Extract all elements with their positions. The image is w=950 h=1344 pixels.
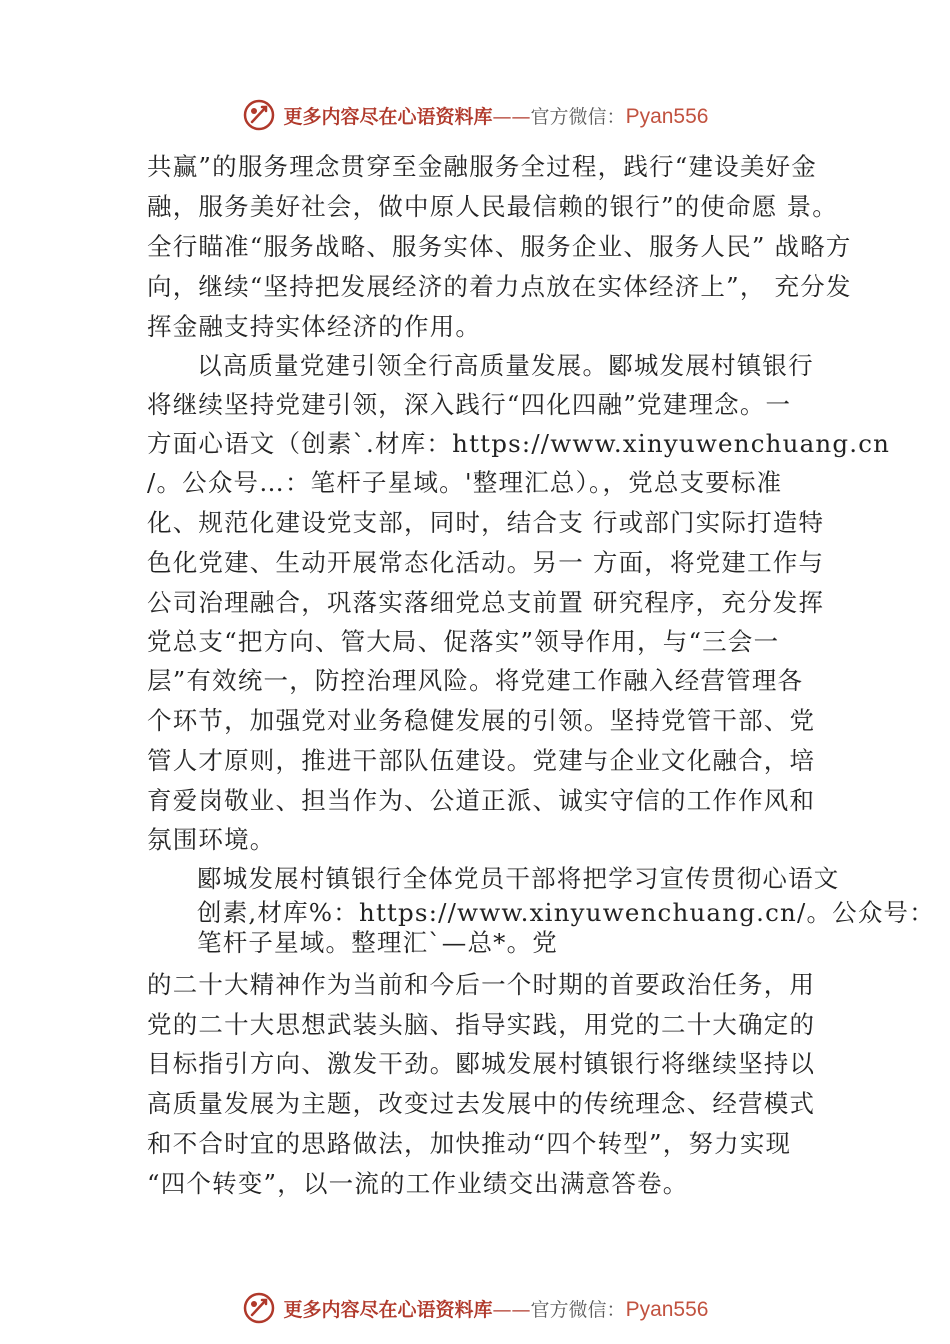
text-line: 向，继续“坚持把发展经济的着力点放在实体经济上”， 充分发 (147, 272, 852, 301)
text-line: 挥金融支持实体经济的作用。 (147, 312, 482, 341)
footer-brand: 更多内容尽在心语资料库 (283, 1298, 493, 1321)
brand-logo-icon (242, 1291, 276, 1325)
text-line: 将继续坚持党建引领，深入践行“四化四融”党建理念。一 (147, 390, 792, 419)
footer-text (284, 1295, 709, 1322)
footer-dash: —— (492, 1298, 531, 1321)
text-line: 色化党建、生动开展常态化活动。另一 方面，将党建工作与 (147, 548, 825, 577)
header-dash: —— (492, 105, 531, 128)
header-brand: 更多内容尽在心语资料库 (283, 105, 493, 128)
footer-banner (0, 1286, 950, 1330)
text-line: 创素,材库%：https://www.xinyuwenchuang.cn/。公众号： (197, 898, 935, 927)
text-line: 个环节，加强党对业务稳健发展的引领。坚持党管干部、党 (147, 706, 816, 735)
text-line: “四个转变”，以一流的工作业绩交出满意答卷。 (147, 1169, 689, 1198)
text-line: 层”有效统一，防控治理风险。将党建工作融入经营管理各 (147, 666, 804, 695)
text-line: 融，服务美好社会，做中原人民最信赖的银行”的使命愿 景。 (147, 192, 838, 221)
text-line: 氛围环境。 (147, 825, 276, 854)
header-label: 官方微信： (530, 105, 626, 128)
text-line: 郾城发展村镇银行全体党员干部将把学习宣传贯彻心语文 (197, 864, 840, 893)
text-line: 笔杆子星域。整理汇`—总*。党 (197, 928, 558, 957)
text-line: 和不合时宜的思路做法，加快推动“四个转型”，努力实现 (147, 1129, 792, 1158)
footer-label: 官方微信： (530, 1298, 626, 1321)
text-line: 高质量发展为主题，改变过去发展中的传统理念、经营模式 (147, 1089, 816, 1118)
text-line: 党总支“把方向、管大局、促落实”领导作用，与“三会一 (147, 627, 780, 656)
text-line: 全行瞄准“服务战略、服务实体、服务企业、服务人民” 战略方 (147, 232, 852, 261)
text-line: 党的二十大思想武装头脑、指导实践，用党的二十大确定的 (147, 1010, 816, 1039)
header-account: Pyan556 (625, 104, 709, 128)
text-line: 以高质量党建引领全行高质量发展。郾城发展村镇银行 (197, 351, 814, 380)
footer-account: Pyan556 (625, 1297, 709, 1321)
text-line: 公司治理融合，巩落实落细党总支前置 研究程序，充分发挥 (147, 588, 825, 617)
text-line: 的二十大精神作为当前和今后一个时期的首要政治任务，用 (147, 970, 816, 999)
text-line: 育爱岗敬业、担当作为、公道正派、诚实守信的工作作风和 (147, 786, 816, 815)
text-line: 化、规范化建设党支部，同时，结合支 行或部门实际打造特 (147, 508, 825, 537)
text-line: 共赢”的服务理念贯穿至金融服务全过程，践行“建设美好金 (147, 152, 817, 181)
text-line: 管人才原则，推进干部队伍建设。党建与企业文化融合，培 (147, 746, 816, 775)
text-line: /。公众号…：笔杆子星域。'整理汇总）。，党总支要标准 (147, 468, 783, 497)
text-line: 目标指引方向、激发干劲。郾城发展村镇银行将继续坚持以 (147, 1049, 816, 1078)
text-line: 方面心语文（创素`.材库：https://www.xinyuwenchuang.cn (147, 429, 891, 458)
